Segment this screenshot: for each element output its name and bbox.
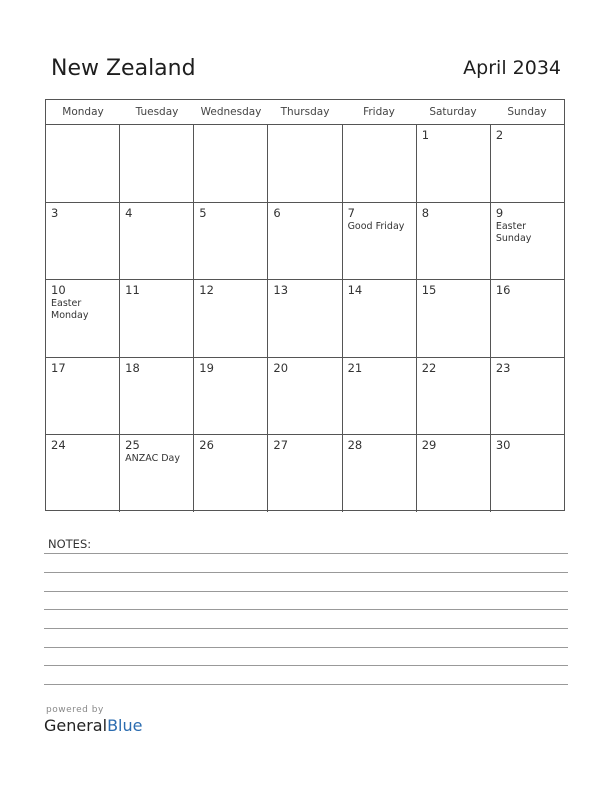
day-cell xyxy=(120,358,194,435)
day-cell xyxy=(491,203,564,280)
holiday-label: Good Friday xyxy=(347,220,405,232)
day-number: 26 xyxy=(199,438,214,453)
note-line xyxy=(44,628,568,629)
day-cell xyxy=(46,280,120,357)
day-cell xyxy=(343,358,417,435)
day-number: 28 xyxy=(347,438,363,453)
day-cell xyxy=(491,358,564,435)
day-cell xyxy=(417,358,491,435)
holiday-label: Easter Sunday xyxy=(495,220,532,244)
calendar-week-row xyxy=(46,125,564,203)
day-cell xyxy=(120,435,194,512)
note-line xyxy=(44,684,568,685)
weekday-header-row xyxy=(46,100,564,125)
day-number: 2 xyxy=(495,128,504,142)
empty-day-cell xyxy=(120,125,194,202)
calendar-week-row xyxy=(46,435,564,512)
day-cell xyxy=(194,203,268,280)
day-number: 9 xyxy=(495,205,504,220)
day-cell xyxy=(343,203,417,280)
day-cell xyxy=(194,280,268,357)
day-number: 21 xyxy=(347,360,363,375)
note-line xyxy=(44,591,568,592)
day-number: 27 xyxy=(273,438,289,453)
calendar-country-title: New Zealand xyxy=(51,56,196,81)
day-number: 13 xyxy=(273,283,289,298)
day-cell xyxy=(194,358,268,435)
day-number: 11 xyxy=(125,283,140,298)
day-number: 15 xyxy=(421,283,437,298)
day-number: 20 xyxy=(273,360,289,375)
day-number: 6 xyxy=(273,205,281,220)
weekday-monday: Monday xyxy=(62,106,104,118)
day-number: 7 xyxy=(347,205,355,220)
day-cell xyxy=(268,280,342,357)
weekday-tuesday: Tuesday xyxy=(135,106,179,118)
day-number: 4 xyxy=(125,205,133,220)
day-number: 3 xyxy=(51,205,59,220)
day-number: 19 xyxy=(199,360,214,375)
day-cell xyxy=(491,125,564,202)
day-number: 18 xyxy=(125,360,140,375)
note-line xyxy=(44,553,568,554)
note-line xyxy=(44,665,568,666)
weekday-friday: Friday xyxy=(363,106,395,118)
day-cell xyxy=(417,435,491,512)
note-line xyxy=(44,572,568,573)
holiday-label: Easter Monday xyxy=(51,298,89,322)
day-cell xyxy=(417,203,491,280)
day-number: 25 xyxy=(125,438,140,453)
day-cell xyxy=(343,435,417,512)
day-cell xyxy=(417,125,491,202)
calendar-week-row xyxy=(46,203,564,281)
calendar-week-row xyxy=(46,358,564,436)
day-cell xyxy=(268,435,342,512)
day-number: 5 xyxy=(199,205,207,220)
notes-label: NOTES: xyxy=(48,537,92,551)
day-number: 12 xyxy=(199,283,214,298)
day-cell xyxy=(268,358,342,435)
brand-logo[interactable] xyxy=(44,716,142,735)
calendar-week-row xyxy=(46,280,564,358)
brand-general-text: General xyxy=(44,716,108,735)
day-cell xyxy=(46,358,120,435)
day-cell xyxy=(46,435,120,512)
weekday-saturday: Saturday xyxy=(429,106,477,118)
day-number: 22 xyxy=(421,360,437,375)
empty-day-cell xyxy=(194,125,268,202)
note-line xyxy=(44,609,568,610)
calendar-weeks xyxy=(46,125,564,512)
day-cell xyxy=(491,280,564,357)
day-number: 16 xyxy=(495,283,511,298)
day-number: 1 xyxy=(421,128,430,142)
powered-by-text: powered by xyxy=(46,705,104,715)
day-number: 30 xyxy=(495,438,511,453)
day-number: 24 xyxy=(51,438,66,453)
day-number: 10 xyxy=(51,283,66,298)
day-number: 17 xyxy=(51,360,66,375)
day-cell xyxy=(120,203,194,280)
day-number: 23 xyxy=(495,360,511,375)
empty-day-cell xyxy=(46,125,120,202)
day-cell xyxy=(120,280,194,357)
day-cell xyxy=(46,203,120,280)
weekday-wednesday: Wednesday xyxy=(200,106,262,118)
day-cell xyxy=(417,280,491,357)
day-cell xyxy=(343,280,417,357)
day-cell xyxy=(194,435,268,512)
calendar-grid xyxy=(45,99,565,511)
weekday-sunday: Sunday xyxy=(507,106,547,118)
note-line xyxy=(44,647,568,648)
weekday-thursday: Thursday xyxy=(280,106,330,118)
day-cell xyxy=(268,203,342,280)
day-number: 8 xyxy=(421,205,430,220)
empty-day-cell xyxy=(268,125,342,202)
holiday-label: ANZAC Day xyxy=(125,453,180,465)
empty-day-cell xyxy=(343,125,417,202)
day-number: 14 xyxy=(347,283,363,298)
calendar-month-title: April 2034 xyxy=(463,57,561,79)
day-cell xyxy=(491,435,564,512)
brand-blue-text: Blue xyxy=(107,716,143,735)
day-number: 29 xyxy=(421,438,437,453)
